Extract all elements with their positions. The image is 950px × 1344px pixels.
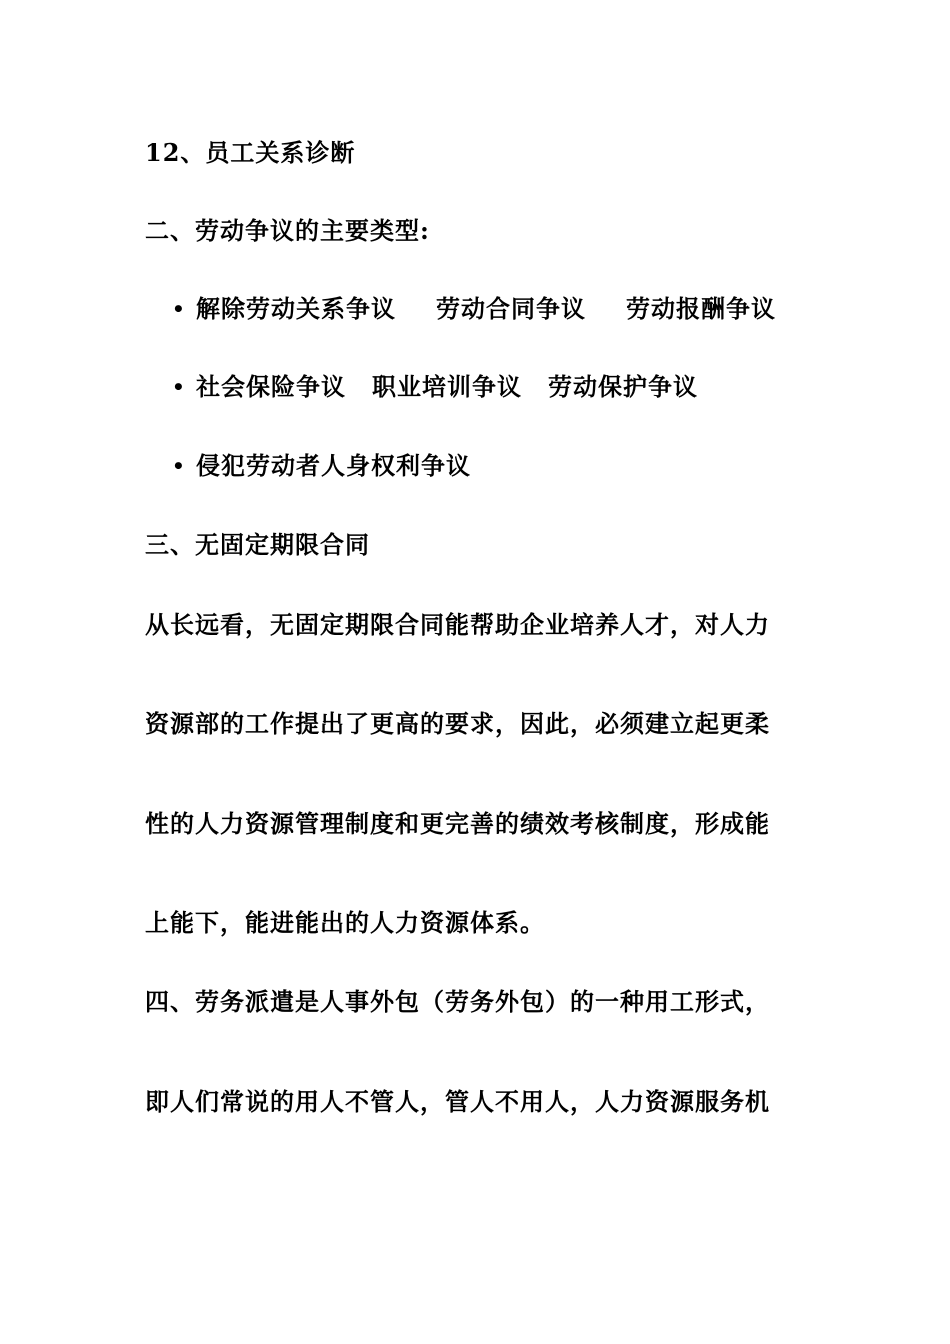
- paragraph-line: 从长远看，无固定期限合同能帮助企业培养人才，对人力: [145, 610, 770, 639]
- heading-12: 12、员工关系诊断: [145, 138, 356, 167]
- paragraph-line: 上能下，能进能出的人力资源体系。: [145, 908, 545, 937]
- section-3-title: 三、无固定期限合同: [145, 530, 370, 559]
- bullet-icon: •: [172, 297, 186, 321]
- section-2-title: 二、劳动争议的主要类型:: [145, 216, 430, 245]
- paragraph-line: 性的人力资源管理制度和更完善的绩效考核制度，形成能: [145, 809, 770, 838]
- list-item: 侵犯劳动者人身权利争议: [196, 451, 471, 480]
- paragraph-line: 资源部的工作提出了更高的要求，因此，必须建立起更柔: [145, 709, 770, 738]
- bullet-row-2: [172, 372, 698, 402]
- bullet-row-3: [172, 451, 471, 481]
- list-item: 职业培训争议: [372, 372, 522, 401]
- list-item: 社会保险争议: [196, 372, 346, 401]
- section-4-line: 四、劳务派遣是人事外包（劳务外包）的一种用工形式，: [145, 987, 770, 1016]
- bullet-row-1: [172, 294, 776, 324]
- list-item: 劳动合同争议: [436, 294, 586, 323]
- list-item: 劳动报酬争议: [626, 294, 776, 323]
- bullet-icon: •: [172, 454, 186, 478]
- bullet-icon: •: [172, 375, 186, 399]
- list-item: 劳动保护争议: [548, 372, 698, 401]
- list-item: 解除劳动关系争议: [196, 294, 396, 323]
- section-4-line: 即人们常说的用人不管人，管人不用人，人力资源服务机: [145, 1087, 770, 1116]
